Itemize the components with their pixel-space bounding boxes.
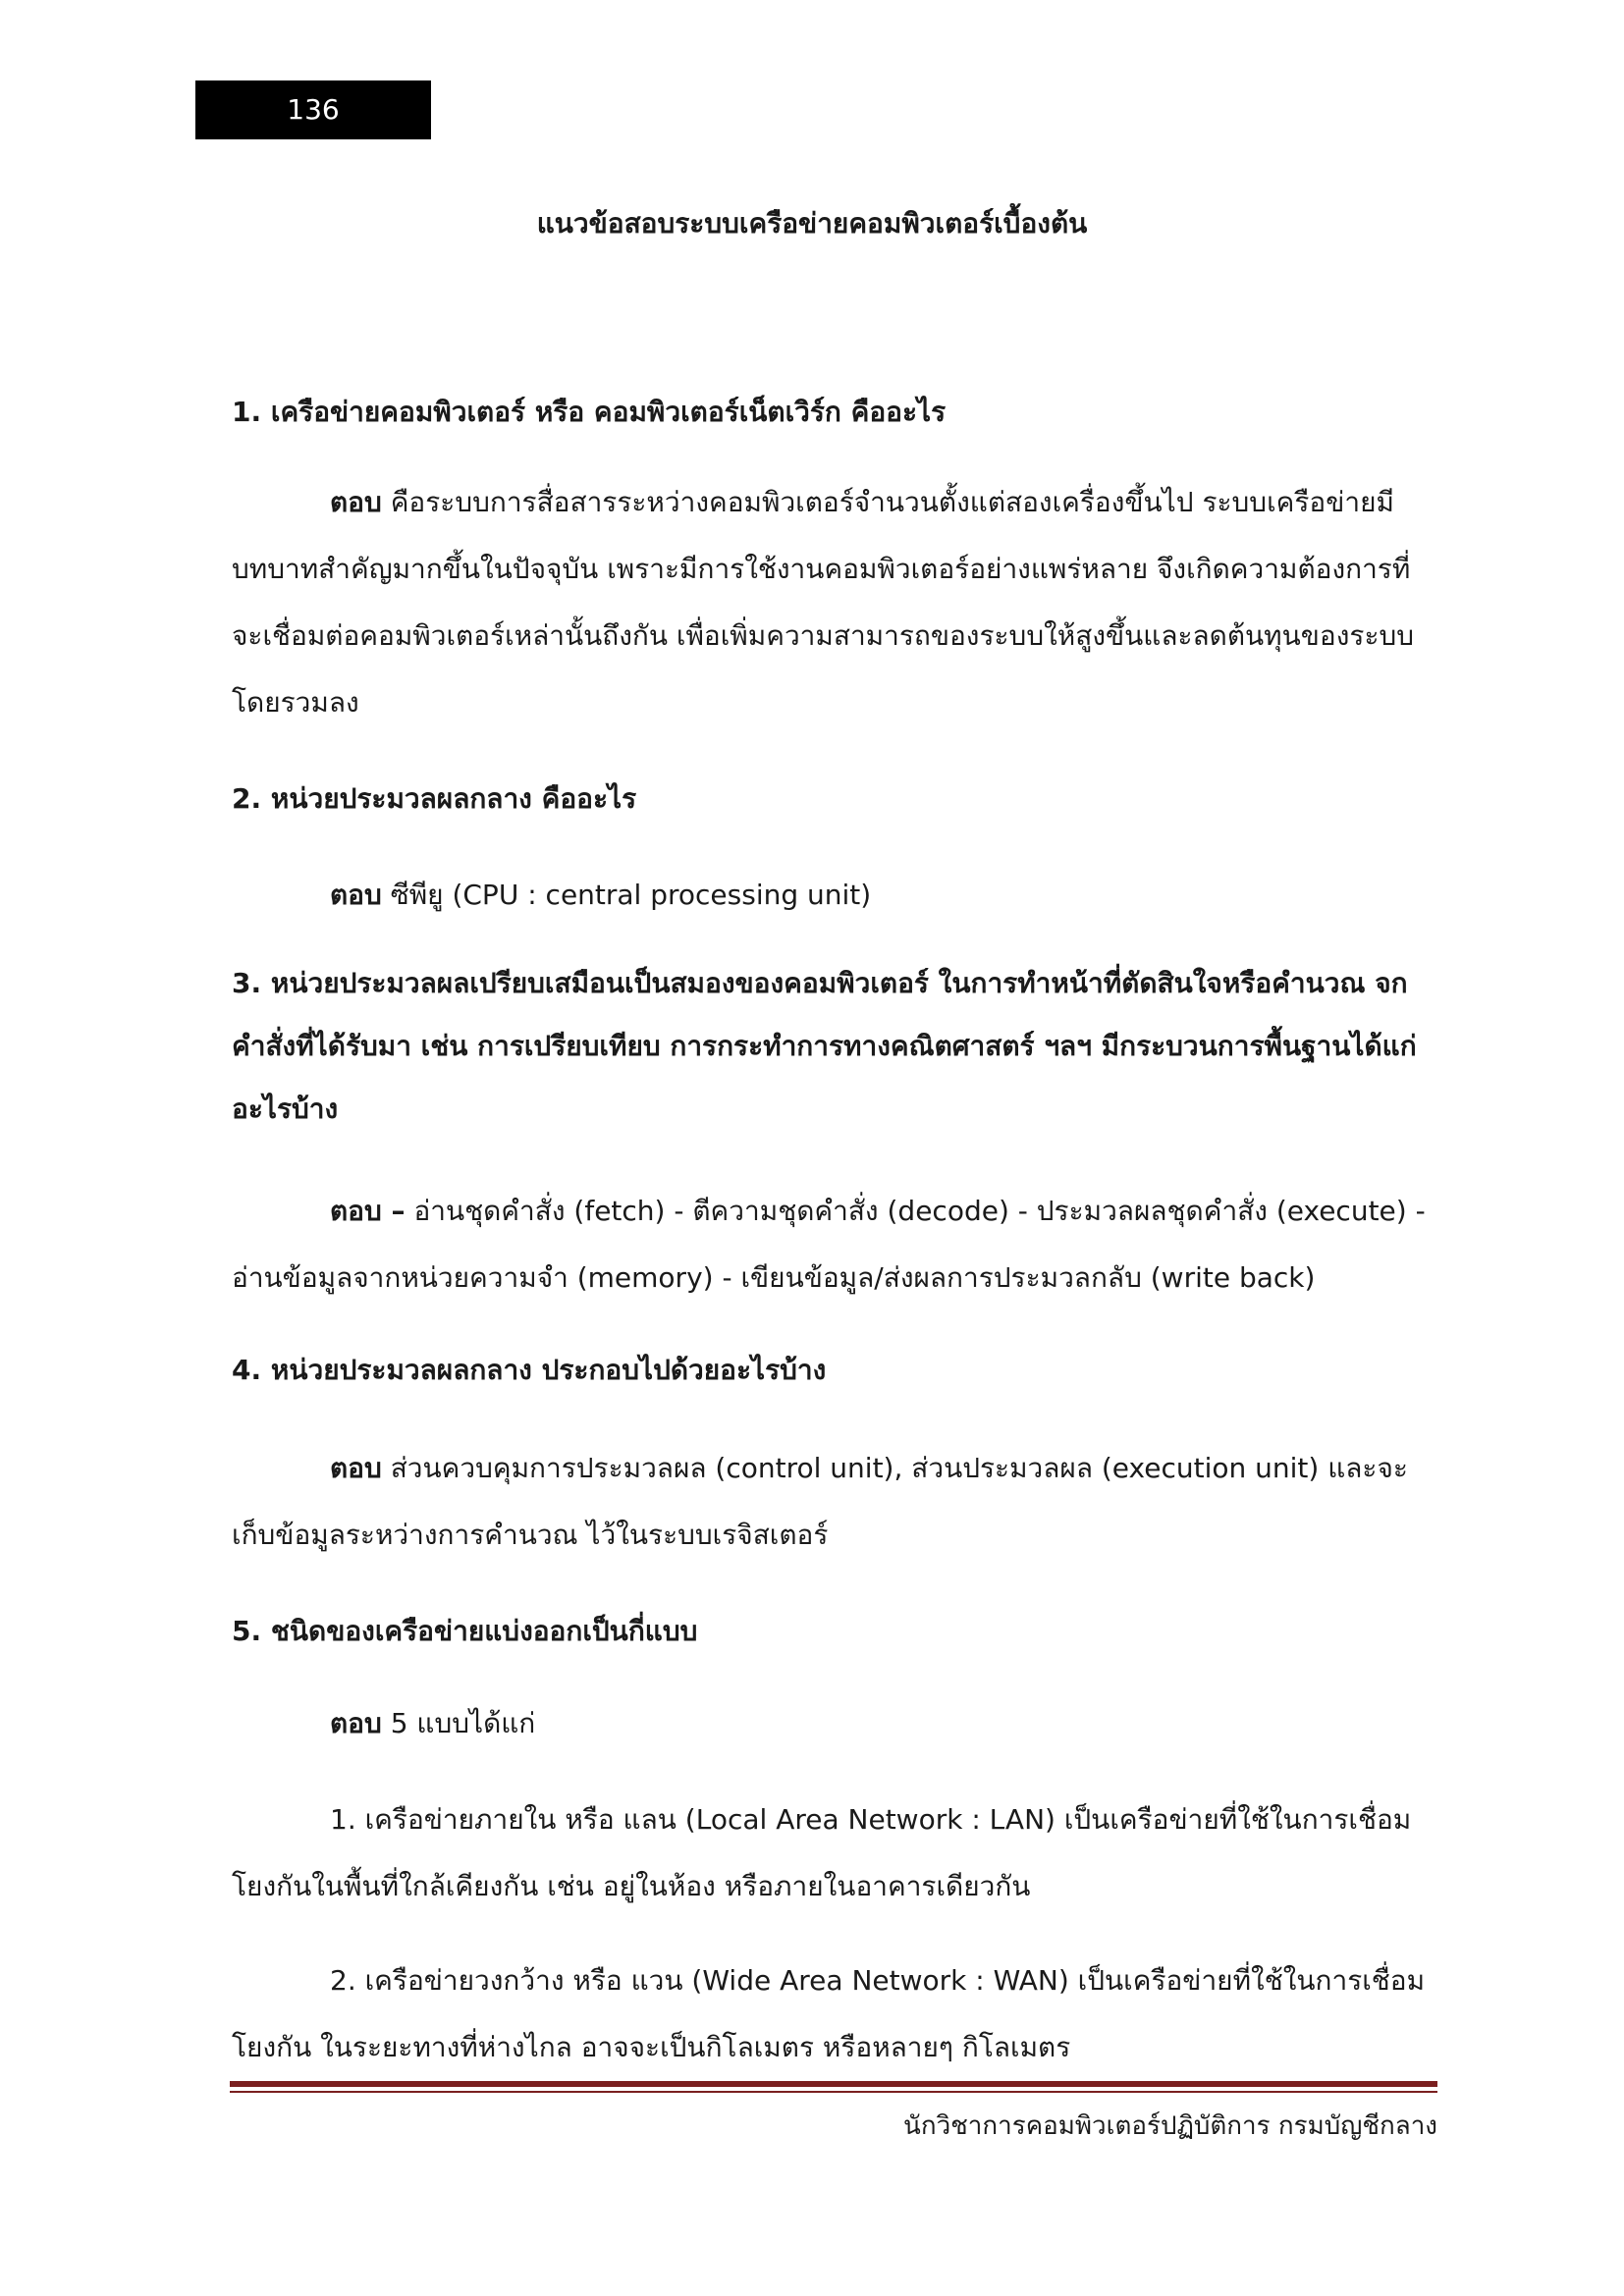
answer-5-item-2: 2. เครือข่ายวงกว้าง หรือ แวน (Wide Area Network : WAN) เป็นเครือข่ายที่ใช้ในการเชื่อมโยงกัน ในระยะทางที่ห่างไกล อาจจะเป็นกิโลเมตร หรือหลายๆ กิโลเมตร xyxy=(232,1964,1426,2063)
answer-text: อ่านชุดคำสั่ง (fetch) - ตีความชุดคำสั่ง (decode) - ประมวลผลชุดคำสั่ง (execute) - อ่านข้อมูลจากหน่วยความจำ (memory) - เขียนข้อมูล/ส่งผลการประมวลกลับ (write back) xyxy=(232,1195,1426,1294)
question-3: 3. หน่วยประมวลผลเปรียบเสมือนเป็นสมองของคอมพิวเตอร์ ในการทำหน้าที่ตัดสินใจหรือคำนวณ จกคำสั่งที่ได้รับมา เช่น การเปรียบเทียบ การกระทำการทางคณิตศาสตร์ ฯลฯ มีกระบวนการพื้นฐานได้แก่อะไรบ้าง xyxy=(232,967,1417,1125)
answer-label: ตอบ xyxy=(330,1707,382,1739)
question-2: 2. หน่วยประมวลผลกลาง คืออะไร xyxy=(232,782,637,815)
answer-2 xyxy=(232,862,1439,929)
answer-text: ซีพียู (CPU : central processing unit) xyxy=(390,879,872,911)
answer-4 xyxy=(232,1435,1439,1569)
document-title: แนวข้อสอบระบบเครือข่ายคอมพิวเตอร์เบื้องต้น xyxy=(536,207,1088,240)
answer-label: ตอบ xyxy=(330,1452,382,1484)
answer-label: ตอบ – xyxy=(330,1195,406,1227)
question-1: 1. เครือข่ายคอมพิวเตอร์ หรือ คอมพิวเตอร์เน็ตเวิร์ก คืออะไร xyxy=(232,396,947,428)
answer-5-item-1: 1. เครือข่ายภายใน หรือ แลน (Local Area Network : LAN) เป็นเครือข่ายที่ใช้ในการเชื่อมโยงกันในพื้นที่ใกล้เคียงกัน เช่น อยู่ในห้อง หรือภายในอาคารเดียวกัน xyxy=(232,1803,1412,1902)
answer-3 xyxy=(232,1178,1439,1311)
question-4: 4. หน่วยประมวลผลกลาง ประกอบไปด้วยอะไรบ้าง xyxy=(232,1354,827,1386)
footer-rule-thin xyxy=(230,2091,1437,2093)
page-number: 136 xyxy=(195,80,431,139)
answer-text: ส่วนควบคุมการประมวลผล (control unit), ส่วนประมวลผล (execution unit) และจะเก็บข้อมูลระหว่างการคำนวณ ไว้ในระบบเรจิสเตอร์ xyxy=(232,1452,1408,1551)
question-5: 5. ชนิดของเครือข่ายแบ่งออกเป็นกี่แบบ xyxy=(232,1615,698,1647)
answer-1 xyxy=(232,469,1439,736)
answer-label: ตอบ xyxy=(330,486,382,518)
footer-rule xyxy=(230,2081,1437,2087)
answer-text: 5 แบบได้แก่ xyxy=(390,1707,536,1739)
answer-label: ตอบ xyxy=(330,879,382,911)
answer-text: คือระบบการสื่อสารระหว่างคอมพิวเตอร์จำนวนตั้งแต่สองเครื่องขึ้นไป ระบบเครือข่ายมีบทบาทสำคัญมากขึ้นในปัจจุบัน เพราะมีการใช้งานคอมพิวเตอร์อย่างแพร่หลาย จึงเกิดความต้องการที่จะเชื่อมต่อคอมพิวเตอร์เหล่านั้นถึงกัน เพื่อเพิ่มความสามารถของระบบให้สูงขึ้นและลดต้นทุนของระบบโดยรวมลง xyxy=(232,486,1415,719)
footer-text: นักวิชาการคอมพิวเตอร์ปฏิบัติการ กรมบัญชีกลาง xyxy=(903,2111,1437,2141)
answer-5 xyxy=(232,1690,1439,1757)
